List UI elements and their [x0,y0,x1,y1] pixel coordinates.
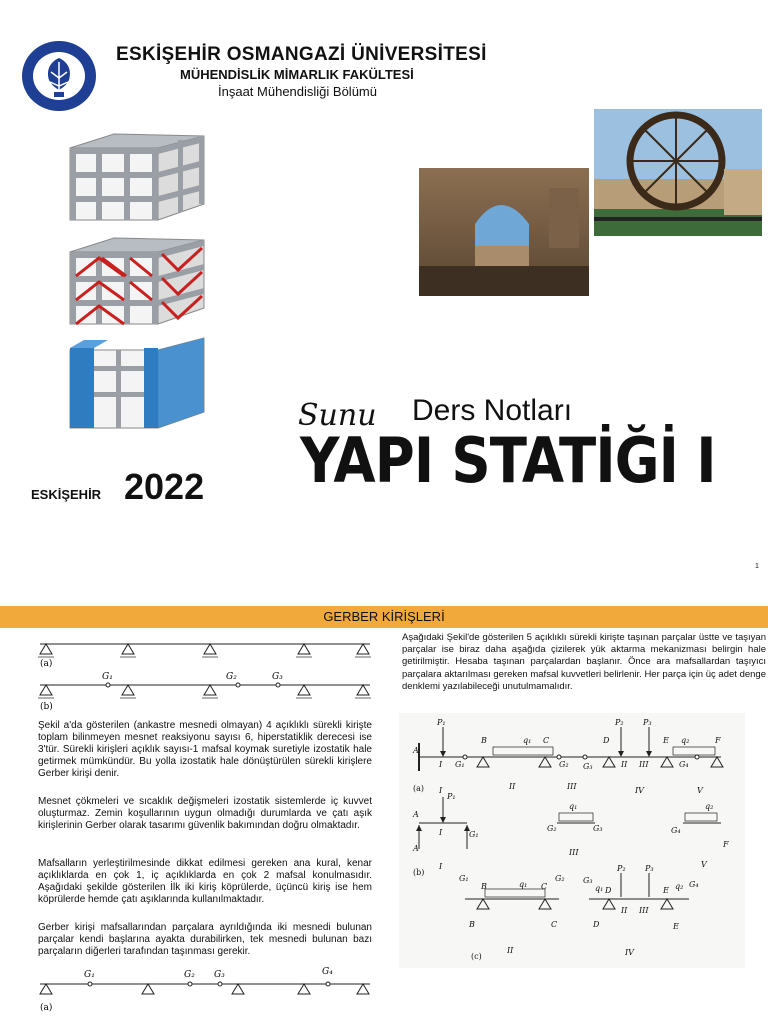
load-label-p2: P₂ [615,718,624,727]
paragraph-hinge-rule: Mafsalların yerleştirilmesinde dikkat edilmesi gereken ana kural, kenar açıklıklarda en çok 1, iç açıklıklarda en çok 2 mafsal konulmasıdır. Aşağıdaki şekilde gösterilen İlk iki kiriş köprülerde, üçüncü kiriş ise hem köprülerde hemde çatı aşıklarında kullanılmaktadır. [38,858,372,905]
page-number: 1 [755,563,759,570]
part-iv-load-p2: P₂ [617,864,626,873]
node-label-a: A [413,746,419,755]
part-b-load-p1: P₁ [447,792,456,801]
part-v-label: V [701,860,707,869]
part-b-reaction-a: A [413,844,419,853]
node-label-b: B [481,736,487,745]
part-iii-load-q1: q₁ [569,802,578,811]
part-iv-load-q1: q₁ [595,884,604,893]
part-iv-label-ii: II [621,906,628,915]
fig-right-label-b: (b) [413,868,425,877]
part-iv-node-e: E [663,886,669,895]
hinge-label-g2-right: G₂ [559,760,569,769]
hinge-label-g4-right: G₄ [679,760,689,769]
part-ii-reaction-b: B [469,920,475,929]
load-label-q2: q₂ [681,736,690,745]
part-ii-hinge-g1: G₁ [459,874,469,883]
load-label-q1: q₁ [523,736,532,745]
part-b-node-a: A [413,810,419,819]
waterwheel-photo [594,109,762,236]
part-ii-reaction-c: C [551,920,558,929]
sunu-label: Sunu [298,398,377,433]
gerber-beam-figure-top [30,630,380,712]
part-iv-load-q2: q₂ [675,882,684,891]
load-label-p3: P₃ [643,718,652,727]
part-ii-node-c: C [541,882,548,891]
load-label-p1: P₁ [437,718,446,727]
hinge-label-g1: G₁ [102,672,113,682]
ruins-arch-photo [419,168,589,296]
hinge-label-g3: G₃ [272,672,283,682]
gerber-decomposition-figure [399,713,745,968]
hinge-label-g3-right: G₃ [583,762,593,771]
span-label-iv: IV [635,786,644,795]
node-label-c: C [543,736,550,745]
paragraph-five-span: Aşağıdaki Şekil'de gösterilen 5 açıklıklı sürekli kirişte taşınan parçalar üstte ve taşıyan parçalar ise biraz daha aşağıda çizilerek yük aktarma mekanizması belirgin hale getirilmiştir. Hesaba taşınan parçalardan başlanır. Önce ara mafsallardan taşıyıcı parçalara aktarılması gereken mafsal kuvvetleri belirlenir. Her parça için üç adet denge denklemi yazılabileceği unutulmamalıdır. [402,632,766,692]
hinge-label-g4-bottom: G₄ [322,967,333,977]
part-v-reaction-f: F [723,840,729,849]
fig-label-a-bottom: (a) [40,1003,53,1013]
part-ii-load-q1: q₁ [519,880,528,889]
building-braced-image [66,232,210,328]
part-iv-hinge-g4: G₄ [689,880,699,889]
building-shearwall-image [66,336,210,432]
paragraph-parts: Gerber kirişi mafsallarından parçalara ayrıldığında iki mesnedi bulunan parçalar kendi başlarına ayakta durabilirken, tek mesnedi bulunan bazı parçaların diğerleri tarafından taşınması gerekir. [38,922,372,957]
node-label-f: F [715,736,721,745]
university-name: ESKİŞEHİR OSMANGAZİ ÜNİVERSİTESİ [116,44,487,65]
part-iv-load-p3: P₃ [645,864,654,873]
year-label: 2022 [124,466,205,507]
hinge-label-g3-bottom: G₃ [214,970,225,980]
part-label-i: I [439,760,443,769]
part-label-iii: III [639,760,649,769]
university-logo [20,40,98,112]
notes-label: Ders Notları [412,394,573,427]
fig-label-a: (a) [40,659,53,669]
part-b-label-i: I [439,828,443,837]
part-iv-reaction-e: E [673,922,679,931]
part-iv-node-d: D [605,886,612,895]
course-title: YAPI STATİĞİ I [300,424,716,497]
part-ii-hinge-g2: G₂ [555,874,565,883]
span-label-v: V [697,786,703,795]
building-frame-image [66,128,210,224]
hinge-label-g2-bottom: G₂ [184,970,195,980]
span-label-i: I [439,786,443,795]
fig-right-label-c: (c) [471,952,482,961]
part-iv-reaction-d: D [593,920,600,929]
part-ii-node-b: B [481,882,487,891]
part-iii-hinge-g3: G₃ [593,824,603,833]
department-name: İnşaat Mühendisliği Bölümü [218,84,377,99]
part-b-hinge-g1: G₁ [469,830,479,839]
part-v-hinge-g4: G₄ [671,826,681,835]
span-label-ii: II [509,782,516,791]
part-iv-label-iii: III [639,906,649,915]
paragraph-gerber-intro: Şekil a'da gösterilen (ankastre mesnedi olmayan) 4 açıklıklı sürekli kirişte toplam bilinmeyen mesnet reaksiyonu sayısı 6, hiperstatiklik derecesi ise 3'tür. Sürekli kirişleri açıklık sayısı-1 mafsal koymak suretiyle izostatik hale getirmek mümkündür. Bu yolla izostatik hale dönüştürülen sürekli kirişlere Gerber kirişi denir. [38,720,372,779]
city-label: ESKİŞEHİR [31,487,102,502]
gerber-beam-figure-bottom [30,962,380,1024]
node-label-e: E [663,736,669,745]
node-label-d: D [603,736,610,745]
part-iv-label: IV [625,948,634,957]
faculty-name: MÜHENDİSLİK MİMARLIK FAKÜLTESİ [180,67,414,82]
part-v-load-q2: q₂ [705,802,714,811]
part-iv-hinge-g3: G₃ [583,876,593,885]
span-label-iii: III [567,782,577,791]
paragraph-settlement: Mesnet çökmeleri ve sıcaklık değişmeleri izostatik sistemlerde iç kuvvet oluşturmaz. Zemin koşullarının uygun olmadığı durumlarda ve çatı aşık kirişlerinin Gerber olarak tasarımı güvenlik bakımından doğru olmaktadır. [38,796,372,831]
part-iii-hinge-g2: G₂ [547,824,557,833]
part-b-group-i: I [439,862,443,871]
hinge-label-g1-right: G₁ [455,760,465,769]
section-title: GERBER KİRİŞLERİ [323,609,445,624]
fig-right-label-a: (a) [413,784,425,793]
part-label-ii: II [621,760,628,769]
part-ii-label: II [507,946,514,955]
fig-label-b: (b) [40,702,53,712]
hinge-label-g2: G₂ [226,672,237,682]
hinge-label-g1-bottom: G₁ [84,970,95,980]
part-iii-label: III [569,848,579,857]
